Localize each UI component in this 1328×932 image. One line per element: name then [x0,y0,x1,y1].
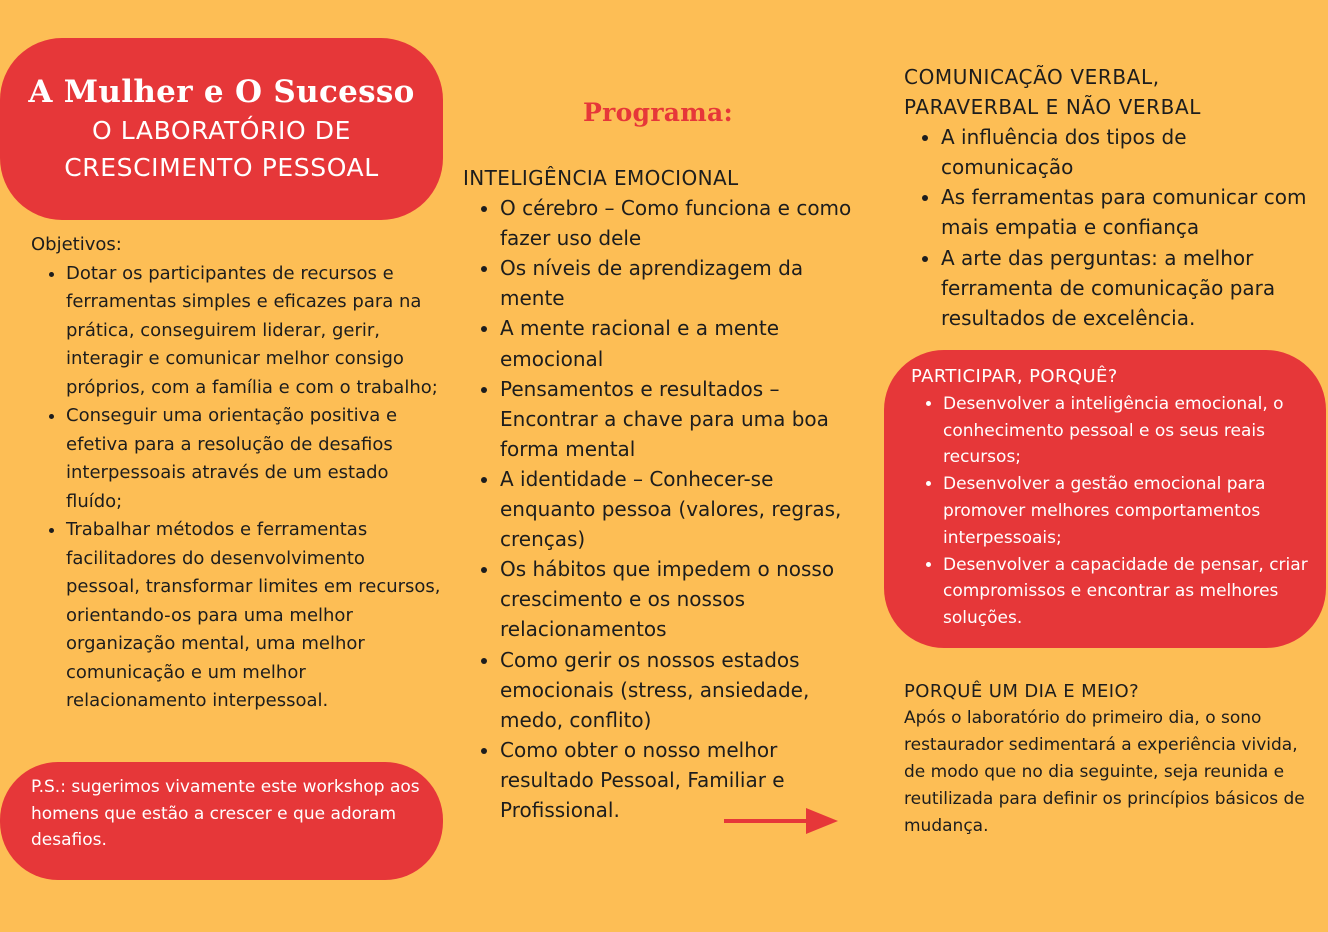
programa-item: • A mente racional e a mente emocional [500,313,863,373]
programa-item: • Os níveis de aprendizagem da mente [500,253,863,313]
page-subtitle-line2: CRESCIMENTO PESSOAL [64,153,379,182]
objetivos-item: • Trabalhar métodos e ferramentas facilitadores do desenvolvimento pessoal, transformar limites em recursos, orientando-os para uma melhor organização mental, uma melhor comunicação e um melhor relacionamento interpessoal. [66,516,441,716]
comunicacao-list [904,122,1319,333]
programa-heading: INTELIGÊNCIA EMOCIONAL [463,166,739,190]
participar-list [911,391,1316,632]
participar-item: • Desenvolver a capacidade de pensar, criar compromissos e encontrar as melhores soluções. [943,552,1316,632]
objetivos-section [31,231,441,716]
objetivos-item: • Conseguir uma orientação positiva e efetiva para a resolução de desafios interpessoais através de um estado fluído; [66,402,441,516]
programa-item: • Como gerir os nossos estados emocionais (stress, ansiedade, medo, conflito) [500,645,863,735]
programa-item: • O cérebro – Como funciona e como fazer uso dele [500,193,863,253]
objetivos-heading: Objetivos: [31,234,122,255]
porque-section [904,678,1319,840]
ps-note-box [0,762,443,880]
comunicacao-item: • As ferramentas para comunicar com mais empatia e confiança [941,182,1319,242]
comunicacao-item: • A arte das perguntas: a melhor ferramenta de comunicação para resultados de excelência. [941,243,1319,333]
comunicacao-section [904,62,1319,333]
page-title: A Mulher e O Sucesso [28,74,415,110]
programa-section [463,163,863,825]
porque-text: Após o laboratório do primeiro dia, o sono restaurador sedimentará a experiência vivida, de modo que no dia seguinte, seja reunida e reutilizada para definir os princípios básicos de mudança. [904,708,1305,836]
participar-box [884,350,1326,648]
comunicacao-heading-line1: COMUNICAÇÃO VERBAL, [904,65,1160,89]
title-banner [0,38,443,220]
participar-heading: PARTICIPAR, PORQUÊ? [911,366,1118,387]
participar-item: • Desenvolver a inteligência emocional, o conhecimento pessoal e os seus reais recursos; [943,391,1316,471]
page-subtitle-line1: O LABORATÓRIO DE [91,116,352,145]
objetivos-list [31,260,441,716]
programa-list [463,193,863,825]
programa-item: • Como obter o nosso melhor resultado Pessoal, Familiar e Profissional. [500,735,863,825]
porque-heading: PORQUÊ UM DIA E MEIO? [904,681,1140,702]
programa-item: • Os hábitos que impedem o nosso crescimento e os nossos relacionamentos [500,554,863,644]
programa-item: • A identidade – Conhecer-se enquanto pessoa (valores, regras, crenças) [500,464,863,554]
objetivos-item: • Dotar os participantes de recursos e ferramentas simples e eficazes para na prática, conseguirem liderar, gerir, interagir e comunicar melhor consigo próprios, com a família e com o trabalho; [66,260,441,403]
comunicacao-heading-line2: PARAVERBAL E NÃO VERBAL [904,95,1202,120]
programa-item: • Pensamentos e resultados – Encontrar a chave para uma boa forma mental [500,374,863,464]
comunicacao-item: • A influência dos tipos de comunicação [941,122,1319,182]
participar-item: • Desenvolver a gestão emocional para promover melhores comportamentos interpessoais; [943,471,1316,551]
ps-note-text: P.S.: sugerimos vivamente este workshop aos homens que estão a crescer e que adoram desafios. [31,777,420,850]
arrow-right-icon [722,806,840,836]
programa-title: Programa: [583,98,734,127]
